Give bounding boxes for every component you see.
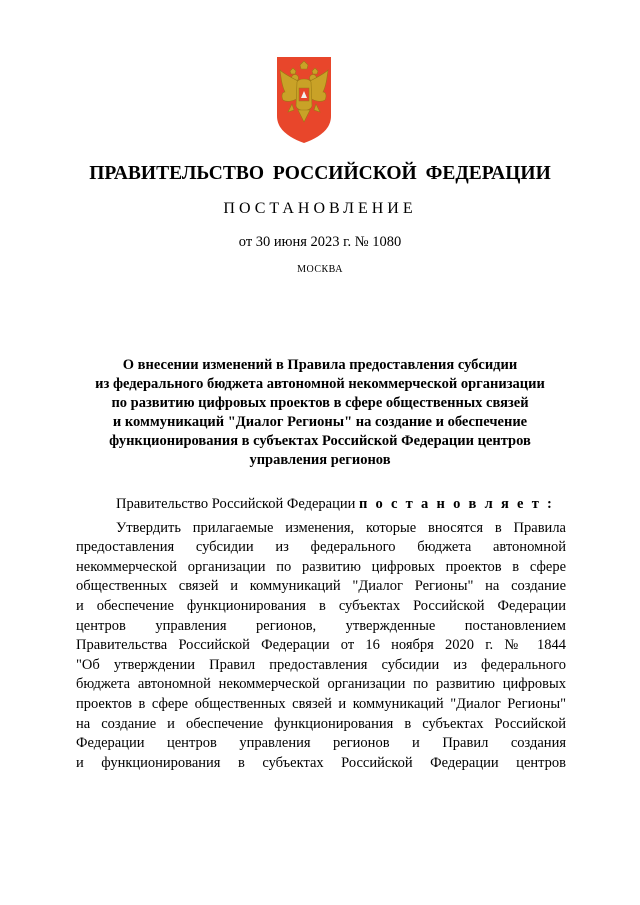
paragraph-line: некоммерческой организации по развитию цифровых проектов в сфере: [76, 558, 566, 575]
paragraph-line: предоставления субсидии из федерального бюджета автономной: [76, 539, 566, 556]
subject-line: функционирования в субъектах Российской Федерации центров: [109, 433, 531, 449]
paragraph-line: на создание и обеспечение функционирования в субъектах Российской: [76, 715, 566, 732]
paragraph-line: Утвердить прилагаемые изменения, которые вносятся в Правила: [116, 519, 566, 536]
paragraph-line: общественных связей и коммуникаций "Диалог Регионы" на создание: [76, 578, 566, 595]
document-date-number: от 30 июня 2023 г. № 1080: [238, 234, 402, 250]
decree-intro-line: [76, 495, 566, 515]
decree-intro: Правительство Российской Федерации: [116, 496, 356, 512]
russian-coat-of-arms-icon: [276, 56, 332, 144]
paragraph-line: "Об утверждении Правил предоставления субсидии из федерального: [76, 656, 566, 673]
subject-line: из федерального бюджета автономной некоммерческой организации: [95, 376, 545, 392]
paragraph-line: Правительства Российской Федерации от 16 ноября 2020 г. № 1844: [76, 637, 566, 654]
decree-word: п о с т а н о в л я е т :: [358, 496, 555, 512]
document-type: ПОСТАНОВЛЕНИЕ: [223, 200, 417, 217]
document-city: МОСКВА: [297, 264, 343, 275]
subject-line: управления регионов: [249, 452, 391, 468]
subject-line: и коммуникаций "Диалог Регионы" на создание и обеспечение: [112, 414, 528, 430]
subject-line: О внесении изменений в Правила предоставления субсидии: [122, 357, 518, 373]
paragraph-line: и функционирования в субъектах Российской Федерации центров: [76, 754, 566, 771]
paragraph-line: Федерации центров управления регионов и Правил создания: [76, 735, 566, 752]
subject-line: по развитию цифровых проектов в сфере общественных связей: [111, 395, 529, 411]
paragraph-line: и обеспечение функционирования в субъектах Российской Федерации: [76, 597, 566, 614]
paragraph-line: центров управления регионов, утвержденные постановлением: [76, 617, 566, 634]
paragraph-line: проектов в сфере общественных связей и коммуникаций "Диалог Регионы": [76, 695, 566, 712]
document-subject: [70, 356, 570, 470]
paragraph-line: бюджета автономной некоммерческой организации по развитию цифровых: [76, 676, 566, 693]
document-body: [76, 495, 566, 773]
government-title: ПРАВИТЕЛЬСТВО РОССИЙСКОЙ ФЕДЕРАЦИИ: [89, 163, 551, 184]
